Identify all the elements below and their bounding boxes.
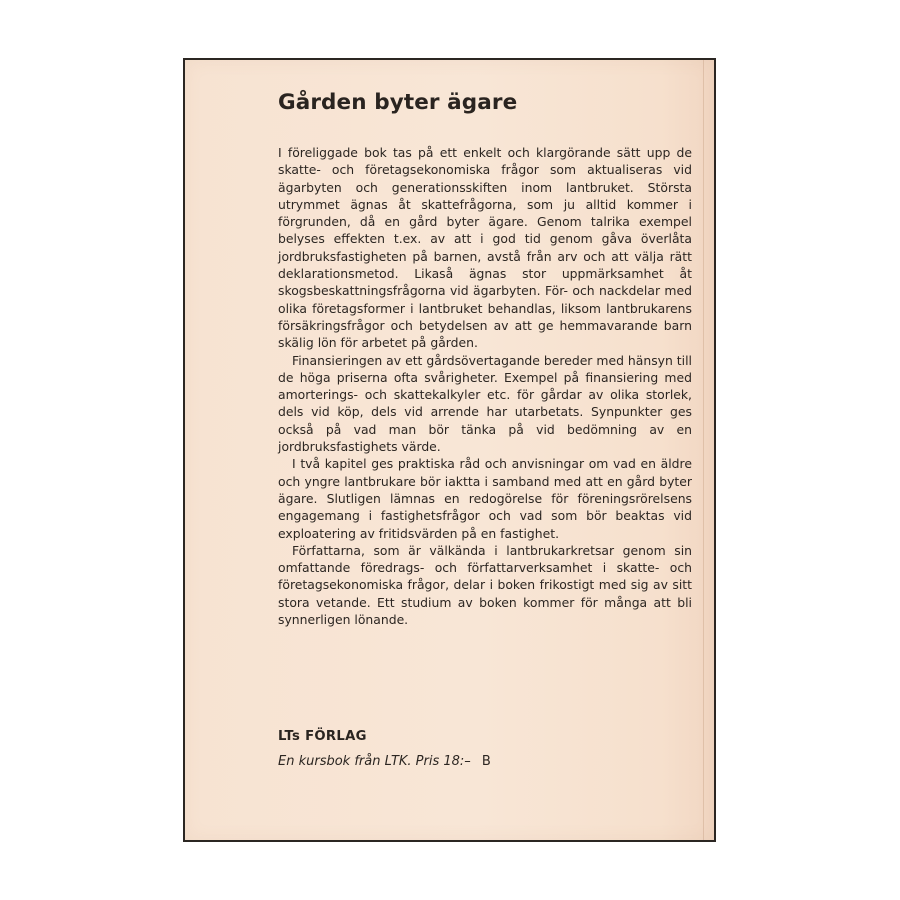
book-back-cover xyxy=(183,58,716,842)
blurb-text xyxy=(278,144,692,628)
publisher-name: LTs FÖRLAG xyxy=(278,729,367,744)
book-title: Gården byter ägare xyxy=(278,90,518,115)
blurb-paragraph: Författarna, som är välkända i lantbrukarkretsar genom sin omfattande föredrags- och författarverksamhet i skatte- och företagsekonomiska frågor, delar i boken frikostigt med sig av sitt stora vetande. Ett studium av boken kommer för många att bli synnerligen lönande. xyxy=(278,542,692,628)
blurb-paragraph: Finansieringen av ett gårdsövertagande bereder med hänsyn till de höga priserna ofta svårigheter. Exempel på finansiering med amorterings- och skattekalkyler etc. för gårdar av olika storlek, dels vid köp, dels vid arrende har utarbetats. Synpunkter ges också på vad man bör tänka på vid bedömning av en jordbruksfastighets värde. xyxy=(278,352,692,455)
blurb-paragraph: I två kapitel ges praktiska råd och anvisningar om vad en äldre och yngre lantbrukare bör iaktta i samband med att en gård byter ägare. Slutligen lämnas en redogörelse för föreningsrörelsens engagemang i fastighetsfrågor och vad som bör beaktas vid exploatering av fritidsvärden på en fastighet. xyxy=(278,456,692,541)
blurb-paragraph: I föreliggade bok tas på ett enkelt och klargörande sätt upp de skatte- och företagsekonomiska frågor som aktualiseras vid ägarbyten och generationsskiften inom lantbruket. Största utrymmet ägnas åt skattefrågorna, som ju alltid kommer i förgrunden, då en gård byter ägare. Genom talrika exempel belyses effekten t.ex. av att i god tid genom gåva överlåta jordbruksfastigheten på barnen, avstå från arv och att välja rätt deklarationsmetod. Likaså ägnas stor uppmärksamhet åt skogsbeskattningsfrågorna vid ägarbyten. För- och nackdelar med olika företagsformer i lantbruket behandlas, liksom lantbrukarens försäkringsfrågor och betydelsen av att ge hemmavarande barn skälig lön för arbetet på gården. xyxy=(278,145,692,351)
price-line xyxy=(278,754,491,769)
edition-code: B xyxy=(481,754,491,769)
course-book-price: En kursbok från LTK. Pris 18:– xyxy=(278,754,471,769)
